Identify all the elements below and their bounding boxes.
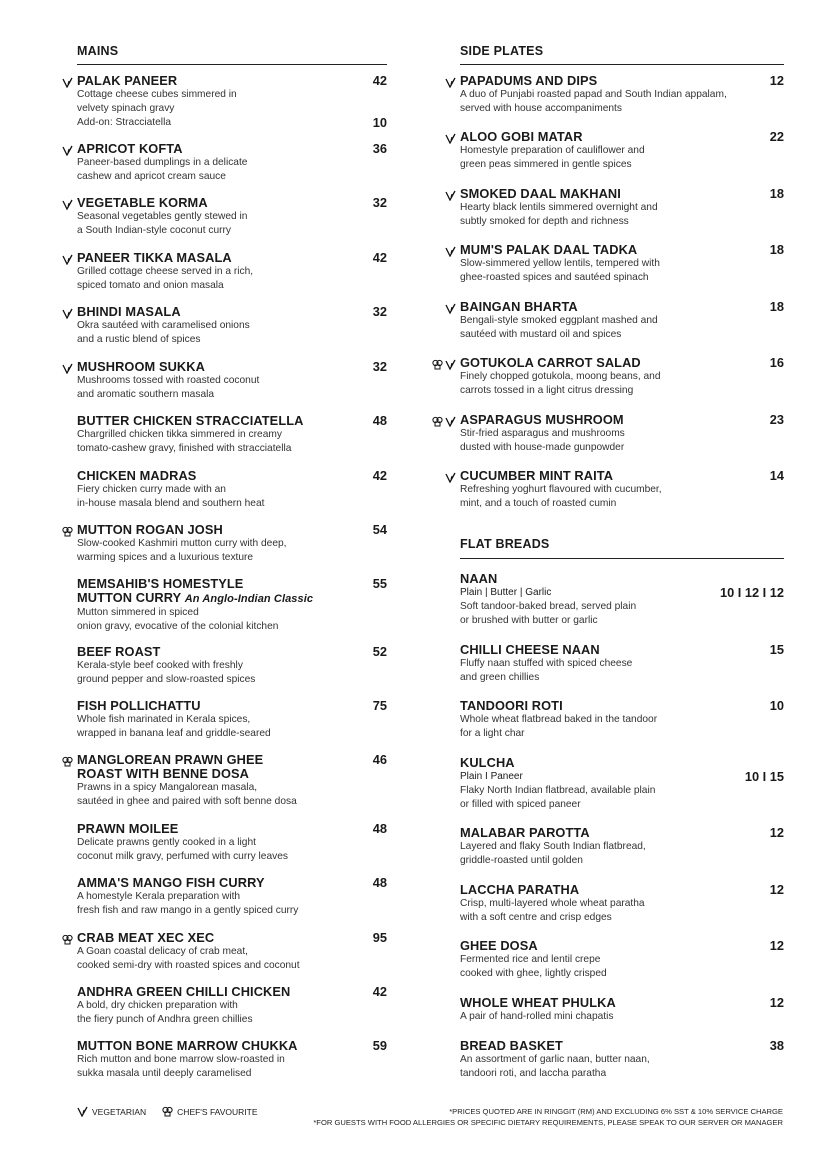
vegetarian-icon xyxy=(445,357,456,368)
item-name: BHINDI MASALA xyxy=(77,304,181,319)
item-description: Chargrilled chicken tikka simmered in creamy xyxy=(77,429,282,440)
item-description: wrapped in banana leaf and griddle-seared xyxy=(77,728,271,739)
item-price: 32 xyxy=(372,195,387,210)
item-price: 48 xyxy=(372,875,387,890)
item-description: Whole wheat flatbread baked in the tandoor xyxy=(460,714,658,725)
item-name: ASPARAGUS MUSHROOM xyxy=(460,412,624,427)
sides-item xyxy=(460,356,784,398)
item-description: Rich mutton and bone marrow slow-roasted in xyxy=(77,1054,285,1065)
item-name: CUCUMBER MINT RAITA xyxy=(460,468,614,483)
item-price: 18 xyxy=(769,242,784,257)
item-name: TANDOORI ROTI xyxy=(460,698,563,713)
item-name: WHOLE WHEAT PHULKA xyxy=(460,995,616,1010)
item-description: Fiery chicken curry made with an xyxy=(77,484,226,495)
item-price: 52 xyxy=(372,644,387,659)
chef-favourite-label: CHEF'S FAVOURITE xyxy=(177,1106,258,1117)
item-price: 48 xyxy=(372,821,387,836)
item-price: 55 xyxy=(372,576,387,591)
item-price: 10 xyxy=(769,698,784,713)
item-icons xyxy=(62,143,73,154)
breads-item xyxy=(460,996,784,1024)
item-name: PALAK PANEER xyxy=(77,73,178,88)
item-icons xyxy=(62,252,73,263)
item-description: Whole fish marinated in Kerala spices, xyxy=(77,714,251,725)
item-price: 42 xyxy=(372,468,387,483)
legend xyxy=(77,1106,258,1117)
item-name: PRAWN MOILEE xyxy=(77,821,179,836)
item-icons xyxy=(445,75,456,86)
mains-item xyxy=(77,414,387,456)
item-price: 18 xyxy=(769,299,784,314)
item-icons xyxy=(445,470,456,481)
item-price: 12 xyxy=(769,995,784,1010)
item-icons xyxy=(62,75,73,86)
chef-hat-icon xyxy=(162,1106,173,1117)
item-name: BAINGAN BHARTA xyxy=(460,299,578,314)
item-description: Finely chopped gotukola, moong beans, and xyxy=(460,371,661,382)
vegetarian-icon xyxy=(445,301,456,312)
item-description: sukka masala until deeply caramelised xyxy=(77,1068,252,1079)
item-price: 12 xyxy=(769,938,784,953)
item-name-cont: MUTTON CURRY xyxy=(77,590,182,605)
mains-title: MAINS xyxy=(77,44,119,58)
item-name: CRAB MEAT XEC XEC xyxy=(77,930,215,945)
item-description: warming spices and a luxurious texture xyxy=(77,552,254,563)
item-icons xyxy=(445,131,456,142)
item-price: 15 xyxy=(769,642,784,657)
side-plates-title: SIDE PLATES xyxy=(460,44,544,58)
vegetarian-label: VEGETARIAN xyxy=(92,1106,147,1117)
flat-breads-divider xyxy=(460,558,784,559)
item-description: ghee-roasted spices and sautéed spinach xyxy=(460,272,649,283)
item-name: MEMSAHIB'S HOMESTYLE xyxy=(77,576,244,591)
item-description: the fiery punch of Andhra green chillies xyxy=(77,1014,253,1025)
sides-item xyxy=(460,74,784,116)
item-icons xyxy=(62,754,73,765)
item-description: green peas simmered in gentle spices xyxy=(460,159,632,170)
item-description: and aromatic southern masala xyxy=(77,389,215,400)
item-name: MUTTON ROGAN JOSH xyxy=(77,522,223,537)
item-description: tomato-cashew gravy, finished with stracciatella xyxy=(77,443,292,454)
item-description: cooked with ghee, lightly crisped xyxy=(460,968,607,979)
item-icons xyxy=(432,357,456,368)
item-name-cont: ROAST WITH BENNE DOSA xyxy=(77,766,250,781)
item-options: Plain I Paneer xyxy=(460,771,523,782)
item-description: onion gravy, evocative of the colonial kitchen xyxy=(77,621,279,632)
item-name: FISH POLLICHATTU xyxy=(77,698,201,713)
breads-item xyxy=(460,699,784,741)
item-name: GHEE DOSA xyxy=(460,938,538,953)
allergy-note: *FOR GUESTS WITH FOOD ALLERGIES OR SPECIFIC DIETARY REQUIREMENTS, PLEASE SPEAK TO OUR SERVER OR MANAGER xyxy=(313,1118,783,1127)
vegetarian-icon xyxy=(445,75,456,86)
item-description: Bengali-style smoked eggplant mashed and xyxy=(460,315,658,326)
item-subtitle: An Anglo-Indian Classic xyxy=(184,593,314,605)
vegetarian-icon xyxy=(445,414,456,425)
item-description: Mutton simmered in spiced xyxy=(77,607,199,618)
item-name: BUTTER CHICKEN STRACCIATELLA xyxy=(77,413,304,428)
mains-item xyxy=(77,699,387,741)
item-price: 36 xyxy=(372,141,387,156)
item-description: A homestyle Kerala preparation with xyxy=(77,891,241,902)
item-name: BREAD BASKET xyxy=(460,1038,563,1053)
item-description: Soft tandoor-baked bread, served plain xyxy=(460,601,637,612)
item-description: carrots tossed in a light citrus dressing xyxy=(460,385,634,396)
item-icons xyxy=(62,524,73,535)
sides-item xyxy=(460,469,784,511)
item-description: and a rustic blend of spices xyxy=(77,334,201,345)
item-name-line2 xyxy=(77,767,327,781)
item-icons xyxy=(445,244,456,255)
item-name: MUTTON BONE MARROW CHUKKA xyxy=(77,1038,298,1053)
item-price: 75 xyxy=(372,698,387,713)
item-description: Homestyle preparation of cauliflower and xyxy=(460,145,645,156)
side-plates-divider xyxy=(460,64,784,65)
item-name: APRICOT KOFTA xyxy=(77,141,183,156)
mains-item xyxy=(77,74,387,130)
chef-hat-icon xyxy=(62,524,73,535)
item-price: 42 xyxy=(372,73,387,88)
vegetarian-icon xyxy=(62,75,73,86)
sides-item xyxy=(460,413,784,455)
item-price: 10 I 12 I 12 xyxy=(719,585,784,600)
item-name: NAAN xyxy=(460,571,498,586)
breads-item xyxy=(460,756,784,812)
item-name: SMOKED DAAL MAKHANI xyxy=(460,186,621,201)
mains-item xyxy=(77,469,387,511)
vegetarian-icon xyxy=(445,470,456,481)
item-name: MUSHROOM SUKKA xyxy=(77,359,205,374)
item-icons xyxy=(62,932,73,943)
item-name: KULCHA xyxy=(460,755,515,770)
item-price: 18 xyxy=(769,186,784,201)
mains-item xyxy=(77,645,387,687)
item-name: GOTUKOLA CARROT SALAD xyxy=(460,355,641,370)
sides-item xyxy=(460,300,784,342)
item-description: Seasonal vegetables gently stewed in xyxy=(77,211,248,222)
item-description: A bold, dry chicken preparation with xyxy=(77,1000,238,1011)
item-price: 46 xyxy=(372,752,387,767)
item-description: An assortment of garlic naan, butter naan, xyxy=(460,1054,650,1065)
item-description: served with house accompaniments xyxy=(460,103,622,114)
item-description: Crisp, multi-layered whole wheat paratha xyxy=(460,898,645,909)
mains-item xyxy=(77,1039,387,1081)
mains-item xyxy=(77,360,387,402)
item-description: fresh fish and raw mango in a gently spiced curry xyxy=(77,905,299,916)
mains-item xyxy=(77,985,387,1027)
item-description: Fermented rice and lentil crepe xyxy=(460,954,601,965)
mains-item xyxy=(77,577,387,634)
item-description: velvety spinach gravy xyxy=(77,103,175,114)
vegetarian-icon xyxy=(62,306,73,317)
item-name: VEGETABLE KORMA xyxy=(77,195,208,210)
item-name: BEEF ROAST xyxy=(77,644,161,659)
item-description: or brushed with butter or garlic xyxy=(460,615,598,626)
item-description: A duo of Punjabi roasted papad and South Indian appalam, xyxy=(460,89,727,100)
item-icons xyxy=(62,306,73,317)
chef-hat-icon xyxy=(432,414,443,425)
item-name: CHILLI CHEESE NAAN xyxy=(460,642,600,657)
item-description: dusted with house-made gunpowder xyxy=(460,442,625,453)
vegetarian-icon xyxy=(445,131,456,142)
breads-item xyxy=(460,939,784,981)
item-description: Cottage cheese cubes simmered in xyxy=(77,89,237,100)
item-description: with a soft centre and crisp edges xyxy=(460,912,612,923)
item-description: Fluffy naan stuffed with spiced cheese xyxy=(460,658,633,669)
footer-notes xyxy=(313,1106,783,1128)
mains-divider xyxy=(77,64,387,65)
item-description: Flaky North Indian flatbread, available plain xyxy=(460,785,656,796)
item-description: Stir-fried asparagus and mushrooms xyxy=(460,428,625,439)
item-description: A pair of hand-rolled mini chapatis xyxy=(460,1011,614,1022)
chef-hat-icon xyxy=(62,754,73,765)
item-price: 12 xyxy=(769,73,784,88)
item-description: Layered and flaky South Indian flatbread, xyxy=(460,841,646,852)
breads-item xyxy=(460,883,784,925)
item-name-line2 xyxy=(77,591,327,606)
mains-item xyxy=(77,876,387,918)
item-description: Paneer-based dumplings in a delicate xyxy=(77,157,248,168)
flat-breads-title: FLAT BREADS xyxy=(460,537,550,551)
vegetarian-icon xyxy=(445,244,456,255)
item-name: CHICKEN MADRAS xyxy=(77,468,197,483)
item-description: in-house masala blend and southern heat xyxy=(77,498,265,509)
item-name: ANDHRA GREEN CHILLI CHICKEN xyxy=(77,984,291,999)
item-description: and green chillies xyxy=(460,672,540,683)
item-description: tandoori roti, and laccha paratha xyxy=(460,1068,607,1079)
item-description: Add-on: Stracciatella xyxy=(77,117,172,128)
item-icons xyxy=(445,301,456,312)
item-description: coconut milk gravy, perfumed with curry leaves xyxy=(77,851,288,862)
item-price: 42 xyxy=(372,984,387,999)
item-name: AMMA'S MANGO FISH CURRY xyxy=(77,875,265,890)
item-description: griddle-roasted until golden xyxy=(460,855,583,866)
mains-item xyxy=(77,523,387,565)
item-icons xyxy=(62,361,73,372)
sides-item xyxy=(460,187,784,229)
addon-price: 10 xyxy=(372,115,387,130)
mains-item xyxy=(77,196,387,238)
item-description: a South Indian-style coconut curry xyxy=(77,225,232,236)
item-price: 12 xyxy=(769,825,784,840)
sides-item xyxy=(460,130,784,172)
item-description: Slow-cooked Kashmiri mutton curry with deep, xyxy=(77,538,287,549)
breads-item xyxy=(460,1039,784,1081)
item-description: mint, and a touch of roasted cumin xyxy=(460,498,617,509)
item-description: cashew and apricot cream sauce xyxy=(77,171,226,182)
item-name: MUM'S PALAK DAAL TADKA xyxy=(460,242,638,257)
item-description: Kerala-style beef cooked with freshly xyxy=(77,660,243,671)
item-price: 12 xyxy=(769,882,784,897)
item-price: 16 xyxy=(769,355,784,370)
mains-item xyxy=(77,753,387,809)
item-price: 23 xyxy=(769,412,784,427)
item-description: or filled with spiced paneer xyxy=(460,799,581,810)
vegetarian-icon xyxy=(62,197,73,208)
breads-item xyxy=(460,643,784,685)
mains-item xyxy=(77,305,387,347)
item-description: sautéed in ghee and paired with soft benne dosa xyxy=(77,796,297,807)
chef-hat-icon xyxy=(432,357,443,368)
item-description: Hearty black lentils simmered overnight and xyxy=(460,202,658,213)
item-description: ground pepper and slow-roasted spices xyxy=(77,674,256,685)
item-description: for a light char xyxy=(460,728,525,739)
item-description: Slow-simmered yellow lentils, tempered with xyxy=(460,258,660,269)
item-description: subtly smoked for depth and richness xyxy=(460,216,629,227)
mains-item xyxy=(77,142,387,184)
item-name: ALOO GOBI MATAR xyxy=(460,129,583,144)
item-price: 14 xyxy=(769,468,784,483)
item-name: PANEER TIKKA MASALA xyxy=(77,250,232,265)
item-price: 38 xyxy=(769,1038,784,1053)
item-price: 22 xyxy=(769,129,784,144)
prices-note: *PRICES QUOTED ARE IN RINGGIT (RM) AND EXCLUDING 6% SST & 10% SERVICE CHARGE xyxy=(449,1107,783,1116)
item-icons xyxy=(445,188,456,199)
breads-item xyxy=(460,572,784,628)
vegetarian-icon xyxy=(77,1106,88,1117)
item-description: Prawns in a spicy Mangalorean masala, xyxy=(77,782,258,793)
item-price: 10 I 15 xyxy=(744,769,784,784)
item-icons xyxy=(432,414,456,425)
chef-hat-icon xyxy=(62,932,73,943)
item-options: Plain | Butter | Garlic xyxy=(460,587,552,598)
item-price: 32 xyxy=(372,304,387,319)
item-description: spiced tomato and onion masala xyxy=(77,280,224,291)
item-name: MANGLOREAN PRAWN GHEE xyxy=(77,752,264,767)
sides-item xyxy=(460,243,784,285)
item-price: 59 xyxy=(372,1038,387,1053)
item-price: 48 xyxy=(372,413,387,428)
vegetarian-icon xyxy=(62,252,73,263)
item-description: Okra sautéed with caramelised onions xyxy=(77,320,250,331)
item-description: Delicate prawns gently cooked in a light xyxy=(77,837,256,848)
item-description: Grilled cottage cheese served in a rich, xyxy=(77,266,254,277)
item-price: 32 xyxy=(372,359,387,374)
item-description: cooked semi-dry with roasted spices and coconut xyxy=(77,960,300,971)
mains-item xyxy=(77,251,387,293)
item-description: Refreshing yoghurt flavoured with cucumber, xyxy=(460,484,662,495)
item-icons xyxy=(62,197,73,208)
item-price: 54 xyxy=(372,522,387,537)
mains-item xyxy=(77,931,387,973)
item-description: Mushrooms tossed with roasted coconut xyxy=(77,375,260,386)
item-price: 42 xyxy=(372,250,387,265)
item-description: A Goan coastal delicacy of crab meat, xyxy=(77,946,249,957)
mains-item xyxy=(77,822,387,864)
item-name: PAPADUMS AND DIPS xyxy=(460,73,598,88)
vegetarian-icon xyxy=(445,188,456,199)
item-description: sautéed with mustard oil and spices xyxy=(460,329,622,340)
breads-item xyxy=(460,826,784,868)
item-name: LACCHA PARATHA xyxy=(460,882,580,897)
item-price: 95 xyxy=(372,930,387,945)
vegetarian-icon xyxy=(62,361,73,372)
item-name: MALABAR PAROTTA xyxy=(460,825,590,840)
vegetarian-icon xyxy=(62,143,73,154)
